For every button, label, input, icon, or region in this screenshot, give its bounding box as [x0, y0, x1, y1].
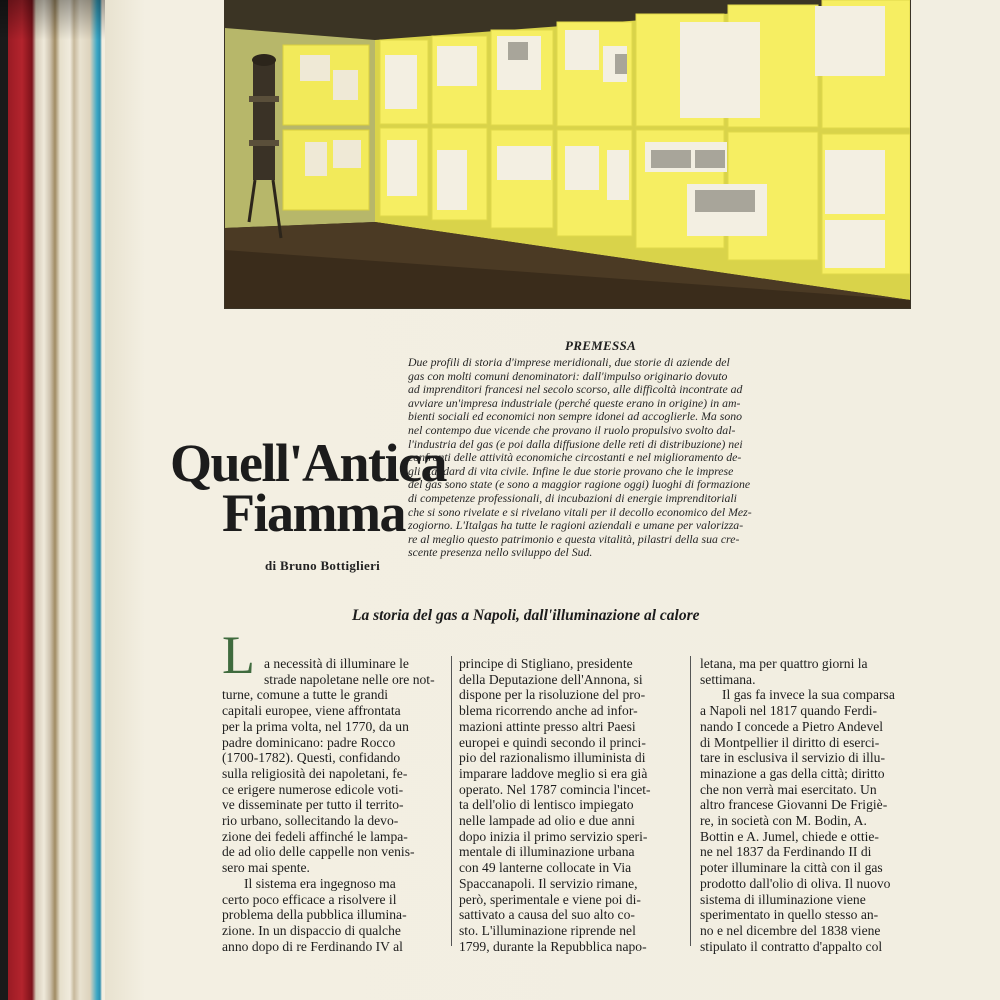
title-line-2: Fiamma — [222, 483, 405, 543]
text-column-2: principe di Stigliano, presidente della Deputazione dell'Annona, si dispone per la risoluzione del pro- blema ricorrendo anche ad infor- mazioni attinte presso altri Paesi europei e quindi secondo il princi- pio del razionalismo illuminista di imparare laddove meglio si era già operato. Nel 1787 comincia l'incet- ta dell'olio di lentisco impiegato nelle lampade ad olio e due anni dopo inizia il primo servizio speri- mentale di illuminazione urbana con 49 lanterne collocate in Via Spaccanapoli. Il servizio rimane, però, sperimentale e viene poi di- sattivato a causa del suo alto co- sto. L'illuminazione riprende nel 1799, durante la Repubblica napo- — [459, 656, 651, 954]
drop-cap: L — [222, 625, 255, 685]
column-divider — [451, 656, 452, 946]
exhibition-photo — [225, 0, 910, 308]
text-column-1: a necessità di illuminare le strade napoletane nelle ore not- turne, comune a tutte le grandi capitali europee, viene affrontata per la prima volta, nel 1770, da un padre dominicano: padre Rocco (1700-1782). Questi, confidando sulla religiosità dei napoletani, fe- ce erigere numerose edicole voti- ve disseminate per tutto il territo- rio urbano, sollecitando la devo- zione dei fedeli affinché le lampa- de ad olio delle cappelle non venis- sero mai spente. Il sistema era ingegnoso ma certo poco efficace a risolvere il problema della pubblica illumina- zione. In un dispaccio di qualche anno dopo di re Ferdinando IV al — [222, 656, 435, 954]
column-divider — [690, 656, 691, 946]
book-spine — [0, 0, 105, 1000]
subheading: La storia del gas a Napoli, dall'illuminazione al calore — [352, 607, 700, 624]
article-title — [170, 433, 500, 543]
premessa-text: Due profili di storia d'imprese meridionali, due storie di aziende del gas con molti comuni denominatori: dall'impulso originario dovuto ad imprenditori francesi nel secolo scorso, alle difficoltà incontrate ad avviare un'impresa industriale (perché queste erano in origine) in am- bienti sociali ed economici non sempre idonei ad accoglierle. Ma sono nel contempo due vicende che provano il ruolo propulsivo svolto dal- l'industria del gas (e poi dalla diffusione delle reti di distribuzione) nei confronti delle attività economiche circostanti e nel miglioramento de- gli standard di vita civile. Infine le due storie provano che le imprese del gas sono state (e sono a maggior ragione oggi) luoghi di formazione di competenze professionali, di incubazioni di energie imprenditoriali che si sono rivelate e si rivelano vitali per il decollo economico del Mez- zogiorno. L'Italgas ha tutte le ragioni aziendali e umane per valorizza- re al meglio questo patrimonio e questa vitalità, pilastri della sua cre- scente presenza nello sviluppo del Sud. — [408, 355, 752, 560]
premessa-heading: PREMESSA — [565, 338, 637, 353]
title-line-1: Quell'Antica — [170, 433, 446, 493]
text-column-3: letana, ma per quattro giorni la settimana. Il gas fa invece la sua comparsa a Napoli nel 1817 quando Ferdi- nando I concede a Pietro Andevel di Montpellier il diritto di eserci- tare in esclusiva il servizio di illu- minazione a gas della città; diritto che non verrà mai esercitato. Un altro francese Giovanni De Frigiè- re, in società con M. Bodin, A. Bottin e A. Jumel, chiede e ottie- ne nel 1837 da Ferdinando II di poter illuminare la città con il gas prodotto dall'olio di oliva. Il nuovo sistema di illuminazione viene sperimentato in quello stesso an- no e nel dicembre del 1838 viene stipulato il contratto d'appalto col — [700, 656, 895, 954]
byline: di Bruno Bottiglieri — [265, 558, 381, 573]
